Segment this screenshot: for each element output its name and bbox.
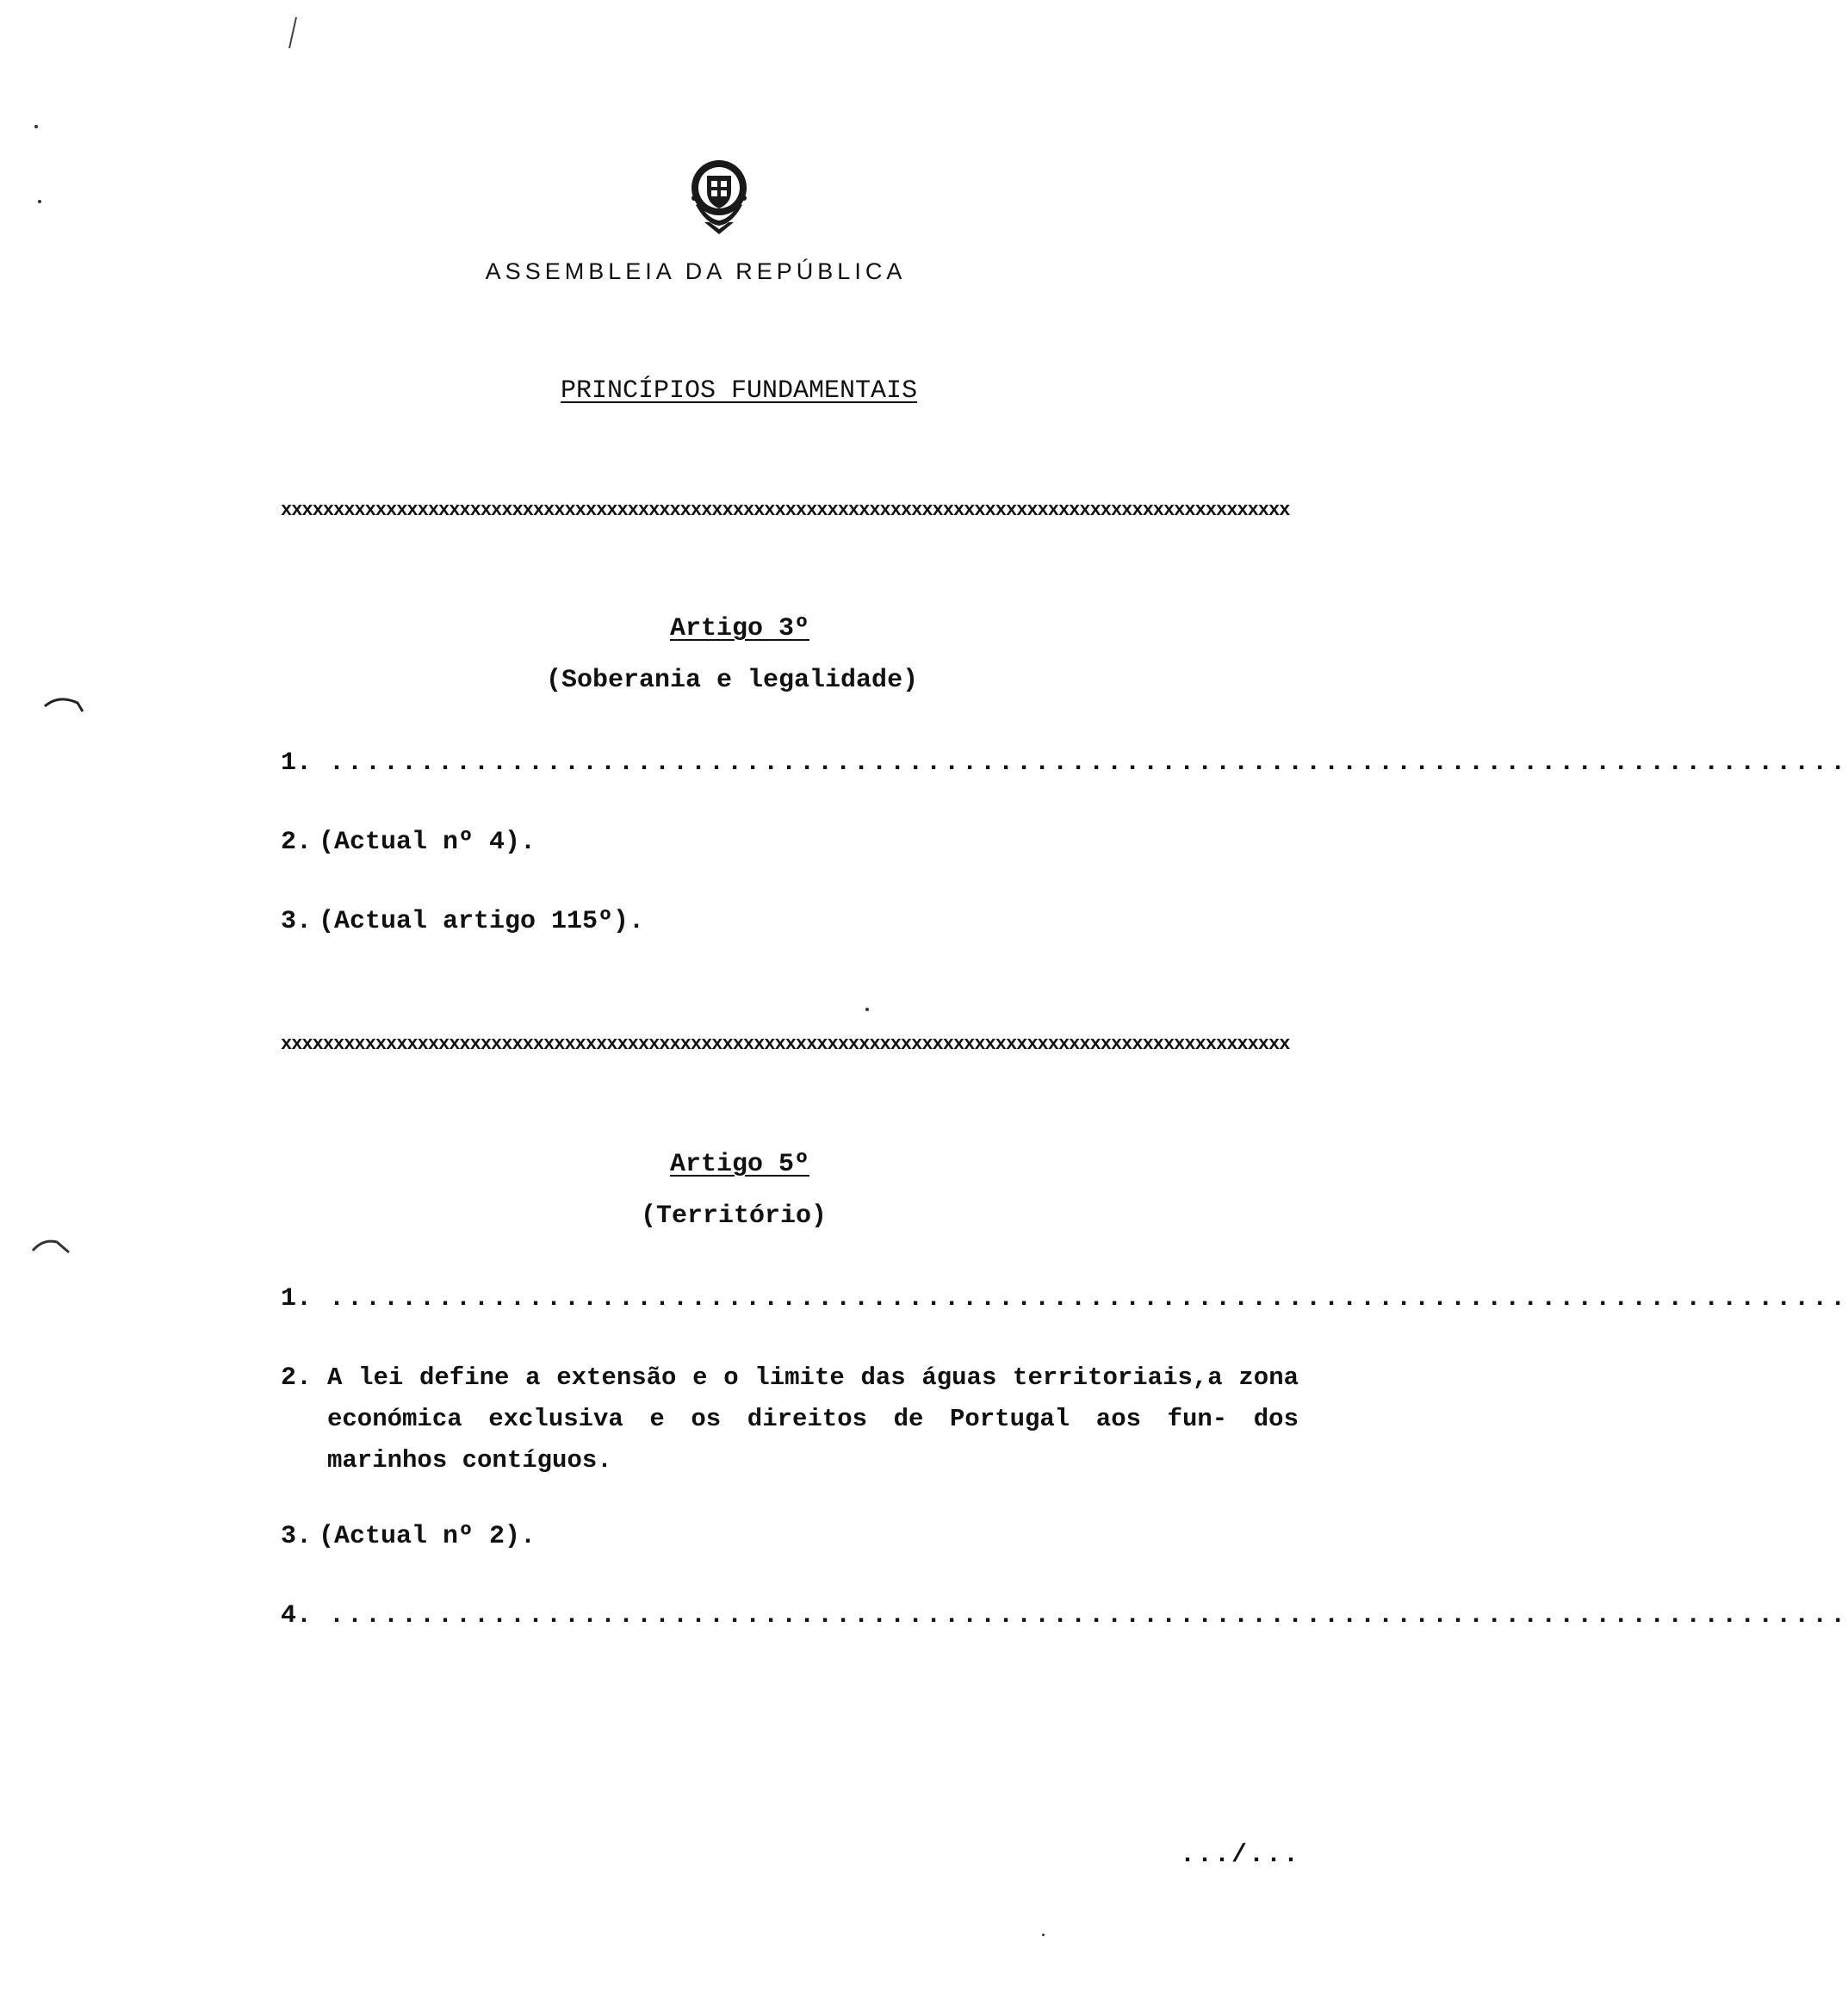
item-placeholder-dots: .................................................................................... bbox=[329, 748, 1848, 778]
article-subtitle: (Soberania e legalidade) bbox=[546, 666, 919, 695]
item-text: (Actual nº 2). bbox=[319, 1522, 536, 1551]
item-placeholder-dots: .................................................................................... bbox=[329, 1601, 1848, 1630]
item-number: 1. bbox=[281, 748, 313, 778]
scan-mark bbox=[284, 16, 301, 50]
scan-mark bbox=[43, 689, 86, 715]
list-item bbox=[281, 901, 1297, 942]
item-number: 3. bbox=[281, 1522, 313, 1551]
continuation-mark: .../... bbox=[1180, 1841, 1301, 1870]
item-text: (Actual nº 4). bbox=[319, 828, 536, 857]
scan-speck bbox=[1042, 1934, 1045, 1936]
section-title: PRINCÍPIOS FUNDAMENTAIS bbox=[561, 376, 918, 406]
institution-name: ASSEMBLEIA DA REPÚBLICA bbox=[485, 258, 907, 284]
scan-speck bbox=[865, 1008, 869, 1011]
list-item bbox=[281, 822, 1297, 863]
coat-of-arms-emblem bbox=[680, 153, 758, 239]
item-number: 4. bbox=[281, 1601, 313, 1630]
list-item bbox=[281, 1278, 1848, 1320]
item-number: 3. bbox=[281, 907, 313, 936]
item-number: 1. bbox=[281, 1284, 313, 1313]
list-item bbox=[281, 742, 1848, 784]
separator-line: xxxxxxxxxxxxxxxxxxxxxxxxxxxxxxxxxxxxxxxxxxxxxxxxxxxxxxxxxxxxxxxxxxxxxxxxxxxxxxxxxxxxxxxxxxxxxxxx bbox=[281, 1034, 1290, 1055]
scan-mark bbox=[31, 1233, 71, 1256]
list-item bbox=[281, 1595, 1848, 1636]
article-heading: Artigo 3º bbox=[670, 614, 810, 643]
separator-line: xxxxxxxxxxxxxxxxxxxxxxxxxxxxxxxxxxxxxxxxxxxxxxxxxxxxxxxxxxxxxxxxxxxxxxxxxxxxxxxxxxxxxxxxxxxxxxxx bbox=[281, 500, 1290, 521]
item-number: 2. bbox=[281, 1363, 313, 1393]
item-placeholder-dots: .................................................................................... bbox=[329, 1284, 1848, 1313]
article-heading: Artigo 5º bbox=[670, 1150, 810, 1179]
item-number: 2. bbox=[281, 828, 313, 857]
scan-speck bbox=[34, 125, 38, 128]
item-text: A lei define a extensão e o limite das águas territoriais,a zona económica exclusiva e os direitos de Portugal aos fun- dos marinhos contíguos. bbox=[327, 1363, 1299, 1475]
list-item bbox=[281, 1516, 1297, 1557]
article-subtitle: (Território) bbox=[641, 1202, 828, 1231]
scan-speck bbox=[38, 200, 41, 203]
item-text: (Actual artigo 115º). bbox=[319, 907, 645, 936]
list-item bbox=[281, 1357, 1297, 1487]
